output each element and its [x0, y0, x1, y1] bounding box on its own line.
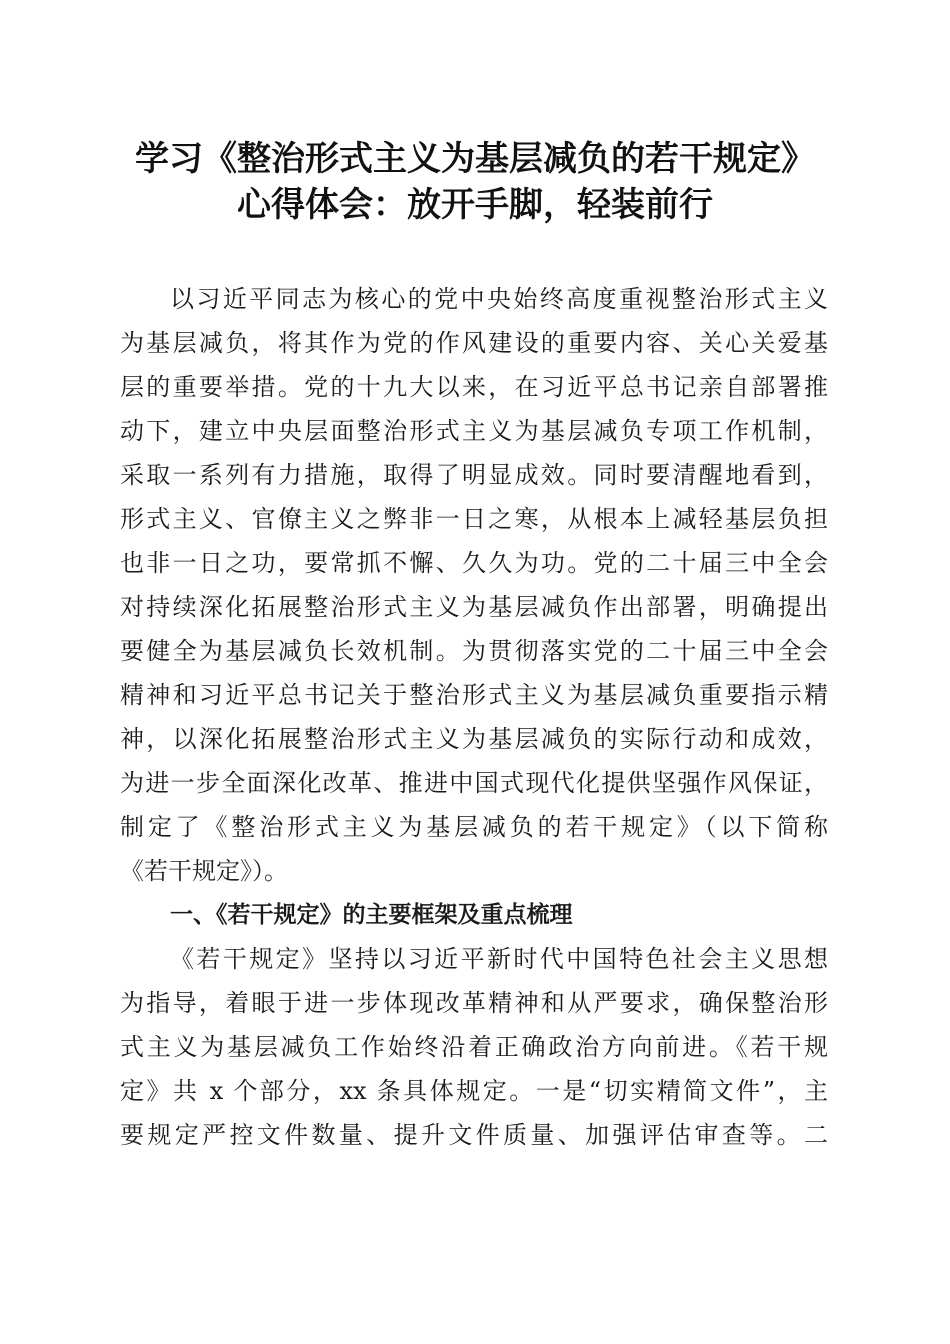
paragraph-2-line: 为指导，着眼于进一步体现改革精神和从严要求，确保整治形	[120, 989, 828, 1017]
paragraph-1-line: 制定了《整治形式主义为基层减负的若干规定》（以下简称	[120, 813, 828, 841]
paragraph-1-line: 也非一日之功，要常抓不懈、久久为功。党的二十届三中全会	[120, 549, 828, 577]
paragraph-1-line: 《若干规定》）。	[120, 857, 288, 885]
document-title-line-1: 学习《整治形式主义为基层减负的若干规定》	[135, 139, 815, 179]
paragraph-2-line: 式主义为基层减负工作始终沿着正确政治方向前进。《若干规	[120, 1033, 828, 1061]
document-title-line-2: 心得体会：放开手脚，轻装前行	[237, 185, 713, 225]
paragraph-1-line: 精神和习近平总书记关于整治形式主义为基层减负重要指示精	[120, 681, 828, 709]
paragraph-1-line: 对持续深化拓展整治形式主义为基层减负作出部署，明确提出	[120, 593, 828, 621]
paragraph-1-line: 形式主义、官僚主义之弊非一日之寒，从根本上减轻基层负担	[120, 505, 828, 533]
paragraph-2-line: 《若干规定》坚持以习近平新时代中国特色社会主义思想	[170, 945, 828, 973]
paragraph-1-line: 动下，建立中央层面整治形式主义为基层减负专项工作机制，	[120, 417, 828, 445]
paragraph-2-line: 要规定严控文件数量、提升文件质量、加强评估审查等。二	[120, 1121, 828, 1149]
paragraph-1-line: 要健全为基层减负长效机制。为贯彻落实党的二十届三中全会	[120, 637, 828, 665]
paragraph-1-line: 为基层减负，将其作为党的作风建设的重要内容、关心关爱基	[120, 329, 828, 357]
paragraph-1-line: 采取一系列有力措施，取得了明显成效。同时要清醒地看到，	[120, 461, 828, 489]
paragraph-1-line: 以习近平同志为核心的党中央始终高度重视整治形式主义	[170, 285, 828, 313]
paragraph-1-line: 神，以深化拓展整治形式主义为基层减负的实际行动和成效，	[120, 725, 828, 753]
paragraph-2-line: 定》共 x 个部分，xx 条具体规定。一是“切实精简文件”，主	[120, 1077, 828, 1105]
paragraph-1-line: 为进一步全面深化改革、推进中国式现代化提供坚强作风保证，	[120, 769, 828, 797]
paragraph-1-line: 层的重要举措。党的十九大以来，在习近平总书记亲自部署推	[120, 373, 828, 401]
section-1-heading: 一、《若干规定》的主要框架及重点梳理	[170, 902, 573, 928]
